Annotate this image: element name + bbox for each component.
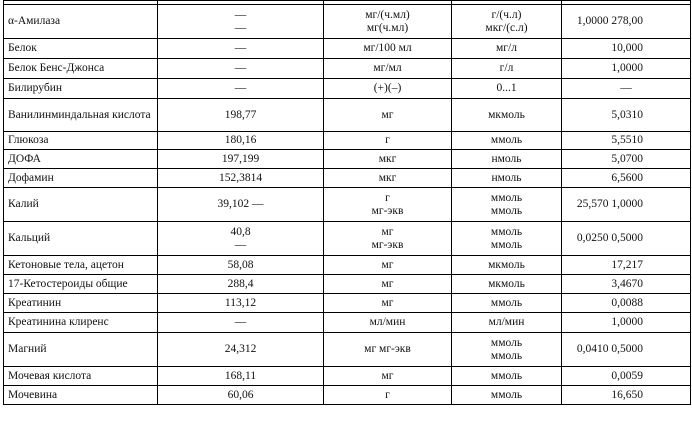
old-unit-text: мг-экв	[371, 204, 404, 217]
si-unit-text: нмоль	[491, 171, 522, 184]
old-unit-cell	[324, 222, 452, 256]
old-unit-text: г	[385, 134, 390, 146]
molar-mass-cell	[158, 313, 324, 333]
molar-mass-cell	[158, 169, 324, 188]
old-unit-text: мг/(ч.мл)	[365, 8, 410, 21]
conversion-factor-cell	[562, 367, 691, 386]
substance-name: Билирубин	[8, 82, 63, 94]
old-unit-text: мг	[381, 258, 394, 271]
old-unit-text: мг-экв	[371, 238, 404, 251]
molar-mass-cell	[158, 367, 324, 386]
molar-mass-text: 168,11	[224, 369, 257, 382]
si-unit-text: ммоль	[490, 296, 523, 309]
conversion-factor-text: 17,217	[611, 258, 643, 271]
si-unit-text: ммоль	[490, 191, 523, 204]
substance-name: 17-Кетостероиды общие	[8, 277, 128, 290]
conversion-factor-cell	[562, 256, 691, 275]
old-unit-cell	[324, 188, 452, 222]
old-unit-cell	[324, 256, 452, 275]
molar-mass-text: 198,77	[224, 108, 257, 121]
conversion-factor-text: 0,0410 0,5000	[576, 343, 643, 355]
table-row	[4, 386, 691, 405]
old-unit-cell	[324, 275, 452, 294]
old-unit-cell	[324, 59, 452, 79]
conversion-factor-text: 6,5600	[611, 171, 643, 184]
substance-name: Магний	[8, 343, 47, 355]
table-row	[4, 333, 691, 367]
molar-mass-text: 197,199	[221, 152, 260, 165]
substance-name-cell	[4, 367, 158, 386]
conversion-factor-text: 1,0000	[611, 62, 643, 74]
substance-name-cell	[4, 275, 158, 294]
conversion-factor-text: 1,0000	[611, 316, 643, 328]
substance-name-cell	[4, 79, 158, 99]
conversion-factor-cell	[562, 132, 691, 150]
substance-name-cell	[4, 256, 158, 275]
molar-mass-text: 180,16	[224, 134, 257, 146]
old-unit-text: г	[385, 191, 390, 204]
table-row	[4, 79, 691, 99]
table-row	[4, 188, 691, 222]
conversion-factor-text: 16,650	[611, 388, 643, 401]
old-unit-text: мг/100 мл	[363, 42, 412, 54]
old-unit-cell	[324, 386, 452, 405]
old-unit-cell	[324, 367, 452, 386]
old-unit-text: (+)(–)	[373, 82, 402, 94]
table-row	[4, 367, 691, 386]
conversion-factor-cell	[562, 169, 691, 188]
old-unit-cell	[324, 132, 452, 150]
substance-name-cell	[4, 39, 158, 59]
old-unit-text: мкг	[378, 171, 397, 184]
old-unit-cell	[324, 313, 452, 333]
conversion-factor-cell	[562, 188, 691, 222]
molar-mass-text: 24,312	[224, 343, 257, 355]
si-unit-cell	[452, 59, 562, 79]
substance-name: Кетоновые тела, ацетон	[8, 258, 124, 271]
molar-mass-cell	[158, 79, 324, 99]
si-unit-text: ммоль	[490, 134, 523, 146]
conversion-factor-cell	[562, 294, 691, 313]
si-unit-text: мл/мин	[488, 316, 525, 328]
substance-name: Ванилинминдальная кислота	[8, 108, 151, 121]
table-row	[4, 150, 691, 169]
si-unit-cell	[452, 367, 562, 386]
molar-mass-text: 40,8	[230, 225, 251, 238]
molar-mass-cell	[158, 5, 324, 39]
substance-name: Дофамин	[8, 171, 54, 184]
molar-mass-cell	[158, 39, 324, 59]
substance-name: α-Амилаза	[8, 15, 61, 27]
conversion-factor-text: 0,0088	[611, 296, 643, 309]
si-unit-cell	[452, 333, 562, 367]
molar-mass-cell	[158, 256, 324, 275]
substance-name: Креатинина клиренс	[8, 316, 109, 328]
conversion-factor-text: 0,0059	[611, 369, 643, 382]
si-unit-cell	[452, 222, 562, 256]
conversion-factor-text: 3,4670	[611, 277, 643, 290]
molar-mass-cell	[158, 99, 324, 132]
conversion-factor-cell	[562, 386, 691, 405]
conversion-factor-cell	[562, 275, 691, 294]
si-unit-text: ммоль	[490, 225, 523, 238]
old-unit-text: мг	[381, 277, 394, 290]
substance-name: Кальций	[8, 232, 51, 244]
molar-mass-text: —	[234, 21, 247, 34]
table-row	[4, 132, 691, 150]
si-unit-text: ммоль	[490, 336, 523, 349]
si-unit-text: г/л	[499, 62, 514, 74]
si-unit-text: ммоль	[490, 238, 523, 251]
conversion-factor-cell	[562, 5, 691, 39]
si-unit-cell	[452, 256, 562, 275]
si-unit-text: мкг/(с.л)	[485, 21, 528, 34]
molar-mass-text: 152,3814	[218, 171, 263, 184]
si-unit-text: ммоль	[490, 349, 523, 362]
substance-name-cell	[4, 5, 158, 39]
conversion-factor-cell	[562, 150, 691, 169]
substance-name: Калий	[8, 198, 39, 210]
substance-name: ДОФА	[8, 152, 41, 165]
table-row	[4, 59, 691, 79]
substance-name-cell	[4, 169, 158, 188]
molar-mass-text: —	[234, 8, 247, 21]
substance-name-cell	[4, 386, 158, 405]
table-row	[4, 256, 691, 275]
si-unit-text: г/(ч.л)	[491, 8, 522, 21]
si-unit-cell	[452, 169, 562, 188]
si-unit-cell	[452, 275, 562, 294]
conversion-factor-cell	[562, 39, 691, 59]
molar-mass-text: —	[234, 316, 247, 328]
table-row	[4, 5, 691, 39]
si-unit-cell	[452, 132, 562, 150]
conversion-factor-cell	[562, 99, 691, 132]
molar-mass-text: —	[234, 42, 247, 54]
molar-mass-text: 113,12	[224, 296, 257, 309]
molar-mass-text: —	[234, 62, 247, 74]
molar-mass-cell	[158, 386, 324, 405]
substance-name-cell	[4, 294, 158, 313]
substance-name-cell	[4, 333, 158, 367]
si-unit-text: ммоль	[490, 369, 523, 382]
conversion-factor-text: 10,000	[611, 42, 643, 54]
substance-name: Глюкоза	[8, 134, 49, 146]
conversion-factor-text: 0,0250 0,5000	[576, 232, 643, 244]
old-unit-cell	[324, 99, 452, 132]
si-unit-cell	[452, 294, 562, 313]
old-unit-text: мкг	[378, 152, 397, 165]
old-unit-text: мг	[381, 225, 394, 238]
molar-mass-text: —	[234, 82, 247, 94]
old-unit-text: мл/мин	[369, 316, 406, 328]
conversion-factor-cell	[562, 222, 691, 256]
conversion-factor-cell	[562, 313, 691, 333]
substance-name: Белок Бенс-Джонса	[8, 62, 105, 74]
si-unit-text: мкмоль	[488, 108, 525, 121]
conversion-factor-text: 5,5510	[611, 134, 643, 146]
table-row	[4, 313, 691, 333]
molar-mass-cell	[158, 150, 324, 169]
table-row	[4, 169, 691, 188]
conversion-factor-cell	[562, 59, 691, 79]
old-unit-text: мг мг-экв	[364, 343, 411, 355]
old-unit-text: мг/мл	[373, 62, 402, 74]
old-unit-cell	[324, 169, 452, 188]
old-unit-text: мг(ч.мл)	[366, 21, 409, 34]
table-row	[4, 275, 691, 294]
old-unit-text: мг	[381, 108, 394, 121]
si-unit-cell	[452, 188, 562, 222]
old-unit-text: мг	[381, 296, 394, 309]
conversion-factor-text: 25,570 1,0000	[576, 198, 643, 210]
substance-name-cell	[4, 99, 158, 132]
substance-name-cell	[4, 59, 158, 79]
molar-mass-text: 39,102 —	[217, 198, 264, 210]
molar-mass-text: 58,08	[227, 258, 254, 271]
si-unit-cell	[452, 313, 562, 333]
molar-mass-text: —	[234, 238, 247, 251]
si-unit-text: ммоль	[490, 204, 523, 217]
table-row	[4, 39, 691, 59]
molar-mass-cell	[158, 188, 324, 222]
si-unit-text: ммоль	[490, 388, 523, 401]
old-unit-cell	[324, 294, 452, 313]
conversion-factor-text: 5,0700	[611, 152, 643, 165]
substance-name-cell	[4, 150, 158, 169]
conversion-factor-text: 5,0310	[611, 108, 643, 121]
substance-name: Креатинин	[8, 296, 62, 309]
molar-mass-text: 60,06	[227, 388, 254, 401]
table-row	[4, 294, 691, 313]
si-unit-cell	[452, 99, 562, 132]
old-unit-cell	[324, 333, 452, 367]
substance-name: Белок	[8, 42, 37, 54]
si-unit-cell	[452, 386, 562, 405]
si-unit-cell	[452, 39, 562, 59]
si-unit-text: нмоль	[491, 152, 522, 165]
molar-mass-cell	[158, 59, 324, 79]
molar-mass-text: 288,4	[227, 277, 254, 290]
molar-mass-cell	[158, 132, 324, 150]
old-unit-text: мг	[381, 369, 394, 382]
substance-name: Мочевина	[8, 388, 58, 401]
substance-name-cell	[4, 222, 158, 256]
si-unit-cell	[452, 79, 562, 99]
substance-name: Мочевая кислота	[8, 369, 92, 382]
si-unit-cell	[452, 5, 562, 39]
si-unit-text: мг/л	[496, 42, 517, 54]
table-row	[4, 99, 691, 132]
conversion-factor-cell	[562, 79, 691, 99]
old-unit-cell	[324, 79, 452, 99]
si-unit-text: 0...1	[496, 82, 517, 94]
old-unit-text: г	[385, 388, 390, 401]
conversion-table	[3, 0, 691, 405]
conversion-factor-cell	[562, 333, 691, 367]
old-unit-cell	[324, 5, 452, 39]
substance-name-cell	[4, 188, 158, 222]
molar-mass-cell	[158, 222, 324, 256]
substance-name-cell	[4, 132, 158, 150]
old-unit-cell	[324, 39, 452, 59]
molar-mass-cell	[158, 333, 324, 367]
substance-name-cell	[4, 313, 158, 333]
conversion-factor-text: —	[620, 82, 632, 94]
si-unit-text: мкмоль	[488, 258, 525, 271]
si-unit-cell	[452, 150, 562, 169]
molar-mass-cell	[158, 294, 324, 313]
old-unit-cell	[324, 150, 452, 169]
si-unit-text: мкмоль	[488, 277, 525, 290]
table-row	[4, 222, 691, 256]
molar-mass-cell	[158, 275, 324, 294]
conversion-factor-text: 1,0000 278,00	[576, 15, 643, 27]
